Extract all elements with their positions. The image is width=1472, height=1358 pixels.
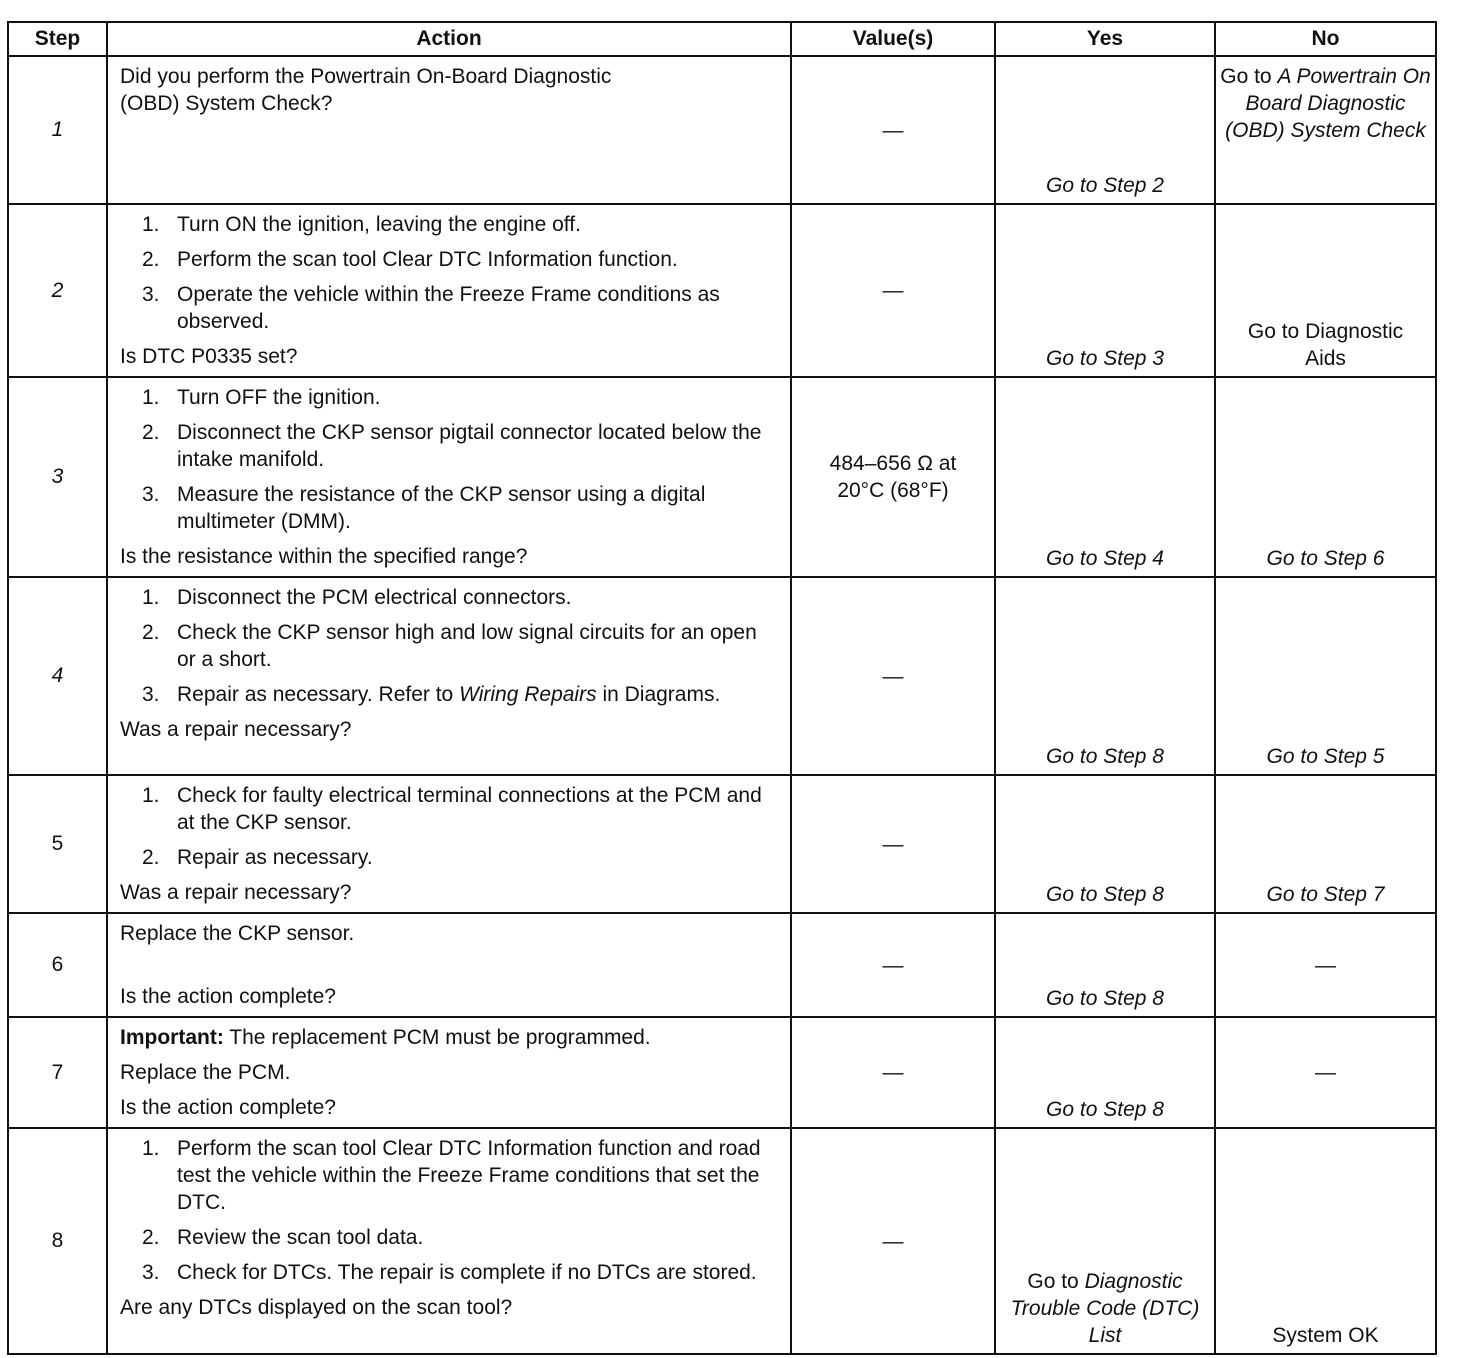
value-cell: — — [791, 56, 995, 204]
list-item: 2. Repair as necessary. — [142, 846, 373, 869]
wiring-repairs-link[interactable]: Wiring Repairs — [459, 683, 597, 706]
table-row — [8, 1128, 1436, 1354]
yes-cell[interactable] — [995, 1128, 1215, 1354]
list-item: 1. Perform the scan tool Clear DTC Information function and road test the vehicle within the Freeze Frame conditions that set the DTC. — [142, 1137, 761, 1214]
important-note: Important: The replacement PCM must be programmed. — [120, 1026, 651, 1049]
list-item: 1. Turn OFF the ignition. — [142, 386, 381, 409]
yes-link[interactable]: Go to Step 4 — [995, 377, 1215, 577]
step-number: 7 — [8, 1017, 107, 1128]
value-cell: — — [791, 577, 995, 775]
action-text: Did you perform the Powertrain On-Board Diagnostic (OBD) System Check? — [120, 65, 612, 115]
yes-link[interactable]: Go to Step 3 — [995, 204, 1215, 377]
question-text: Is the resistance within the specified range? — [120, 545, 528, 568]
no-link[interactable]: Go to Step 7 — [1215, 775, 1436, 913]
action-cell — [107, 913, 791, 1017]
list-item: 2. Review the scan tool data. — [142, 1226, 424, 1249]
table-row — [8, 56, 1436, 204]
list-item: 1. Turn ON the ignition, leaving the engine off. — [142, 213, 581, 236]
header-no: No — [1215, 22, 1436, 56]
action-cell — [107, 377, 791, 577]
table-row — [8, 204, 1436, 377]
action-cell — [107, 577, 791, 775]
question-text: Is DTC P0335 set? — [120, 345, 298, 368]
table-row — [8, 1017, 1436, 1128]
value-cell: — — [791, 775, 995, 913]
header-action: Action — [107, 22, 791, 56]
table-row — [8, 377, 1436, 577]
table-row — [8, 913, 1436, 1017]
no-cell: — — [1215, 913, 1436, 1017]
step-number: 6 — [8, 913, 107, 1017]
no-link[interactable]: A Powertrain On Board Diagnostic (OBD) System Check — [1225, 65, 1431, 142]
no-link[interactable]: Go to Diagnostic Aids — [1215, 204, 1436, 377]
value-cell: — — [791, 1128, 995, 1354]
step-number: 8 — [8, 1128, 107, 1354]
no-link[interactable]: Go to Step 6 — [1215, 377, 1436, 577]
list-item: 3. Repair as necessary. Refer to Wiring Repairs in Diagrams. — [142, 683, 721, 706]
no-link[interactable]: Go to Step 5 — [1215, 577, 1436, 775]
value-cell: 484–656 Ω at 20°C (68°F) — [791, 377, 995, 577]
action-cell — [107, 775, 791, 913]
list-item: 3. Measure the resistance of the CKP sensor using a digital multimeter (DMM). — [142, 483, 706, 533]
header-step: Step — [8, 22, 107, 56]
value-cell: — — [791, 913, 995, 1017]
list-item: 2. Check the CKP sensor high and low signal circuits for an open or a short. — [142, 621, 757, 671]
list-item: 3. Operate the vehicle within the Freeze Frame conditions as observed. — [142, 283, 720, 333]
step-number: 4 — [8, 577, 107, 775]
yes-link[interactable]: Diagnostic Trouble Code (DTC) List — [1010, 1270, 1200, 1347]
action-text: Replace the CKP sensor. — [120, 922, 355, 945]
action-text: Replace the PCM. — [120, 1061, 291, 1084]
no-cell: — — [1215, 1017, 1436, 1128]
question-text: Was a repair necessary? — [120, 718, 352, 741]
table-row — [8, 577, 1436, 775]
list-item: 2. Disconnect the CKP sensor pigtail connector located below the intake manifold. — [142, 421, 762, 471]
action-cell — [107, 1128, 791, 1354]
question-text: Is the action complete? — [120, 1096, 336, 1119]
value-cell: — — [791, 1017, 995, 1128]
value-cell: — — [791, 204, 995, 377]
yes-text: Go to — [1027, 1270, 1079, 1293]
action-cell — [107, 204, 791, 377]
no-cell[interactable] — [1215, 56, 1436, 204]
no-text: Go to — [1220, 65, 1272, 88]
question-text: Was a repair necessary? — [120, 881, 352, 904]
action-cell — [107, 56, 791, 204]
list-item: 3. Check for DTCs. The repair is complete if no DTCs are stored. — [142, 1261, 757, 1284]
question-text: Is the action complete? — [120, 985, 336, 1008]
question-text: Are any DTCs displayed on the scan tool? — [120, 1296, 513, 1319]
yes-link[interactable]: Go to Step 8 — [995, 577, 1215, 775]
list-item: 1. Disconnect the PCM electrical connectors. — [142, 586, 572, 609]
action-cell — [107, 1017, 791, 1128]
header-row — [8, 22, 1436, 56]
step-number: 3 — [8, 377, 107, 577]
diagnostic-table — [7, 21, 1437, 1355]
yes-link[interactable]: Go to Step 8 — [995, 913, 1215, 1017]
step-number: 5 — [8, 775, 107, 913]
list-item: 1. Check for faulty electrical terminal connections at the PCM and at the CKP sensor. — [142, 784, 762, 834]
yes-link[interactable]: Go to Step 8 — [995, 1017, 1215, 1128]
list-item: 2. Perform the scan tool Clear DTC Information function. — [142, 248, 678, 271]
step-number: 2 — [8, 204, 107, 377]
yes-link[interactable]: Go to Step 8 — [995, 775, 1215, 913]
no-cell: System OK — [1215, 1128, 1436, 1354]
yes-link[interactable]: Go to Step 2 — [995, 56, 1215, 204]
header-values: Value(s) — [791, 22, 995, 56]
step-number: 1 — [8, 56, 107, 204]
table-row — [8, 775, 1436, 913]
header-yes: Yes — [995, 22, 1215, 56]
